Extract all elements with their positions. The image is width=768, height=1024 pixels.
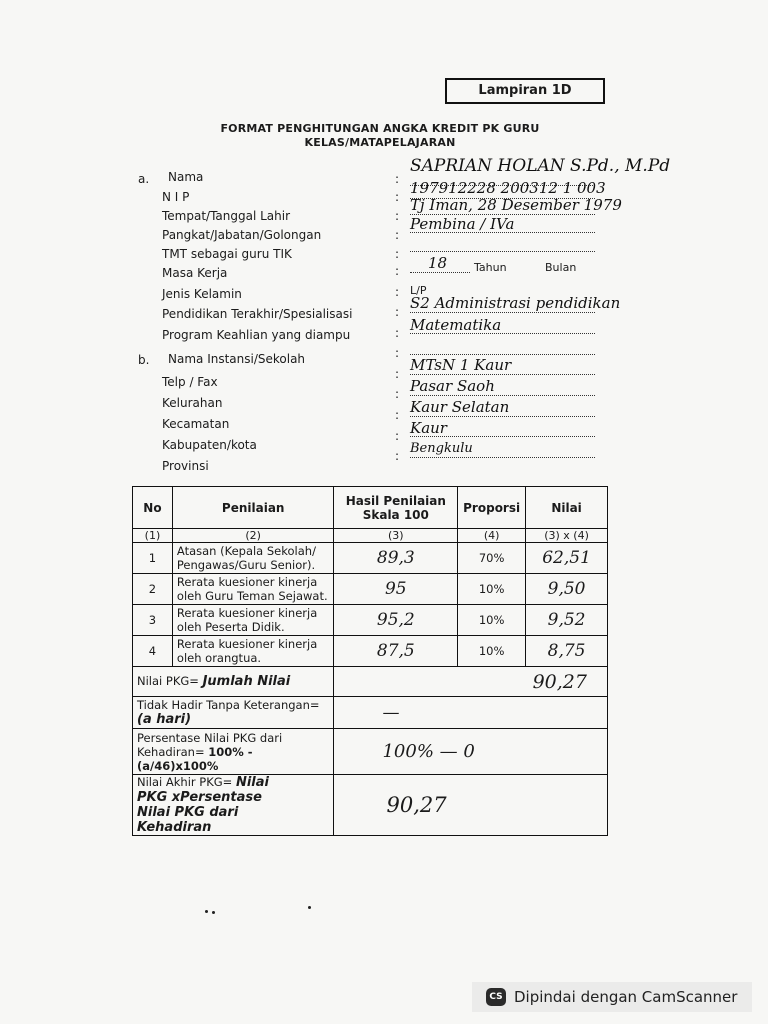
nip-label: N I P xyxy=(162,190,190,204)
row-proporsi: 10% xyxy=(458,636,526,667)
table-row xyxy=(133,543,608,574)
dotted-line xyxy=(410,354,595,355)
colon: : xyxy=(395,264,400,278)
dotted-line xyxy=(410,457,595,458)
dotted-line xyxy=(410,251,595,252)
jumlah-row xyxy=(133,667,608,697)
dotted-line xyxy=(410,395,595,396)
scan-speck xyxy=(205,910,208,913)
table-row xyxy=(133,636,608,667)
row-penilaian: Rerata kuesioner kinerja oleh Peserta Didik. xyxy=(172,605,334,636)
nama-label: Nama xyxy=(168,170,204,184)
jenis-kelamin-value: L/P xyxy=(410,284,427,297)
tahun-label: Tahun xyxy=(474,261,507,274)
program-keahlian-value: Matematika xyxy=(410,316,502,334)
row-hasil: 95,2 xyxy=(334,605,458,636)
instansi-label: Nama Instansi/Sekolah xyxy=(168,352,306,366)
nilai-akhir-prefix: Nilai Akhir PKG= xyxy=(137,775,233,789)
lampiran-box: Lampiran 1D xyxy=(445,78,605,104)
persentase-row xyxy=(133,729,608,775)
pangkat-label: Pangkat/Jabatan/Golongan xyxy=(162,228,322,242)
kabupaten-value: Bengkulu xyxy=(410,441,473,456)
nilai-akhir-bold4: Kehadiran xyxy=(137,820,212,835)
row-no: 3 xyxy=(133,605,173,636)
pangkat-value: Pembina / IVa xyxy=(410,215,515,233)
telp-label: Telp / Fax xyxy=(162,375,218,389)
row-penilaian: Rerata kuesioner kinerja oleh orangtua. xyxy=(172,636,334,667)
dotted-line xyxy=(410,312,595,313)
kelurahan-label: Kelurahan xyxy=(162,396,223,410)
persentase-line1: Persentase Nilai PKG dari xyxy=(137,730,283,745)
colon: : xyxy=(395,346,400,360)
row-nilai: 9,52 xyxy=(526,605,608,636)
row-penilaian: Atasan (Kepala Sekolah/ Pengawas/Guru Senior). xyxy=(172,543,334,574)
persentase-label xyxy=(133,729,334,775)
colon: : xyxy=(395,387,400,401)
kecamatan-value: Kaur xyxy=(410,419,447,437)
form-subtitle: KELAS/MATAPELAJARAN xyxy=(304,136,456,149)
colon: : xyxy=(395,172,400,186)
header-no: No xyxy=(133,487,173,529)
camscanner-logo-icon: CS xyxy=(486,988,506,1006)
masa-kerja-value: 18 xyxy=(428,254,448,272)
table-row xyxy=(133,605,608,636)
section-b-letter: b. xyxy=(138,353,150,367)
program-keahlian-label: Program Keahlian yang diampu xyxy=(162,328,351,342)
colon: : xyxy=(395,285,400,299)
row-hasil: 89,3 xyxy=(334,543,458,574)
jumlah-bold: Jumlah Nilai xyxy=(202,674,291,689)
subheader-2: (2) xyxy=(172,529,334,543)
row-no: 1 xyxy=(133,543,173,574)
persentase-line3: (a/46)x100% xyxy=(137,758,219,773)
subheader-4: (4) xyxy=(458,529,526,543)
pendidikan-label: Pendidikan Terakhir/Spesialisasi xyxy=(162,307,353,321)
jumlah-value: 90,27 xyxy=(334,667,608,697)
subheader-1: (1) xyxy=(133,529,173,543)
row-no: 2 xyxy=(133,574,173,605)
dotted-line xyxy=(410,416,595,417)
section-a-letter: a. xyxy=(138,172,150,186)
table-row xyxy=(133,574,608,605)
colon: : xyxy=(395,305,400,319)
row-nilai: 8,75 xyxy=(526,636,608,667)
colon: : xyxy=(395,209,400,223)
bulan-label: Bulan xyxy=(545,261,577,274)
colon: : xyxy=(395,449,400,463)
instansi-value: MTsN 1 Kaur xyxy=(410,356,512,374)
camscanner-watermark xyxy=(472,982,752,1012)
persentase-value: 100% — 0 xyxy=(334,729,608,775)
penilaian-table xyxy=(132,486,608,836)
telp-value: Pasar Saoh xyxy=(410,377,495,395)
subheader-3: (3) xyxy=(334,529,458,543)
jumlah-label xyxy=(133,667,334,697)
row-penilaian: Rerata kuesioner kinerja oleh Guru Teman Sejawat. xyxy=(172,574,334,605)
jumlah-prefix: Nilai PKG= xyxy=(137,674,199,688)
colon: : xyxy=(395,228,400,242)
row-no: 4 xyxy=(133,636,173,667)
persentase-line2-prefix: Kehadiran= xyxy=(137,744,205,759)
tmt-label: TMT sebagai guru TIK xyxy=(162,247,292,261)
header-proporsi: Proporsi xyxy=(458,487,526,529)
dotted-line xyxy=(410,374,595,375)
row-hasil: 87,5 xyxy=(334,636,458,667)
colon: : xyxy=(395,190,400,204)
nip-value: 197912228 200312 1 003 xyxy=(410,179,606,197)
colon: : xyxy=(395,247,400,261)
persentase-line2-bold: 100% - xyxy=(208,744,253,759)
ttl-label: Tempat/Tanggal Lahir xyxy=(162,209,291,223)
table-subheader-row xyxy=(133,529,608,543)
provinsi-label: Provinsi xyxy=(162,459,209,473)
jenis-kelamin-label: Jenis Kelamin xyxy=(162,287,242,301)
masa-kerja-label: Masa Kerja xyxy=(162,266,228,280)
nilai-akhir-bold1: Nilai xyxy=(235,775,269,790)
colon: : xyxy=(395,326,400,340)
colon: : xyxy=(395,429,400,443)
header-nilai: Nilai xyxy=(526,487,608,529)
row-nilai: 62,51 xyxy=(526,543,608,574)
nilai-akhir-label xyxy=(133,775,334,836)
row-nilai: 9,50 xyxy=(526,574,608,605)
camscanner-text: Dipindai dengan CamScanner xyxy=(514,988,738,1006)
kelurahan-value: Kaur Selatan xyxy=(410,398,510,416)
row-proporsi: 70% xyxy=(458,543,526,574)
tidak-hadir-label xyxy=(133,697,334,729)
colon: : xyxy=(395,408,400,422)
scan-speck xyxy=(308,906,311,909)
nilai-akhir-value: 90,27 xyxy=(334,775,608,836)
scan-speck xyxy=(212,911,215,914)
header-penilaian: Penilaian xyxy=(172,487,334,529)
tidak-hadir-row xyxy=(133,697,608,729)
row-proporsi: 10% xyxy=(458,605,526,636)
pendidikan-value: S2 Administrasi pendidikan xyxy=(410,294,621,312)
nilai-akhir-bold2: PKG xPersentase xyxy=(137,790,262,805)
colon: : xyxy=(395,367,400,381)
row-proporsi: 10% xyxy=(458,574,526,605)
nilai-akhir-bold3: Nilai PKG dari xyxy=(137,805,239,820)
subheader-5: (3) x (4) xyxy=(526,529,608,543)
kabupaten-label: Kabupaten/kota xyxy=(162,438,257,452)
nama-value: SAPRIAN HOLAN S.Pd., M.Pd xyxy=(410,156,671,176)
tidak-hadir-line1: Tidak Hadir Tanpa Keterangan= xyxy=(137,698,320,712)
header-hasil: Hasil Penilaian Skala 100 xyxy=(334,487,458,529)
tidak-hadir-value: — xyxy=(334,697,608,729)
table-header-row xyxy=(133,487,608,529)
dotted-line xyxy=(410,272,470,273)
kecamatan-label: Kecamatan xyxy=(162,417,230,431)
tidak-hadir-line2: (a hari) xyxy=(137,712,192,727)
form-title: FORMAT PENGHITUNGAN ANGKA KREDIT PK GURU xyxy=(220,122,540,135)
row-hasil: 95 xyxy=(334,574,458,605)
ttl-value: Tj Iman, 28 Desember 1979 xyxy=(410,196,622,214)
nilai-akhir-row xyxy=(133,775,608,836)
